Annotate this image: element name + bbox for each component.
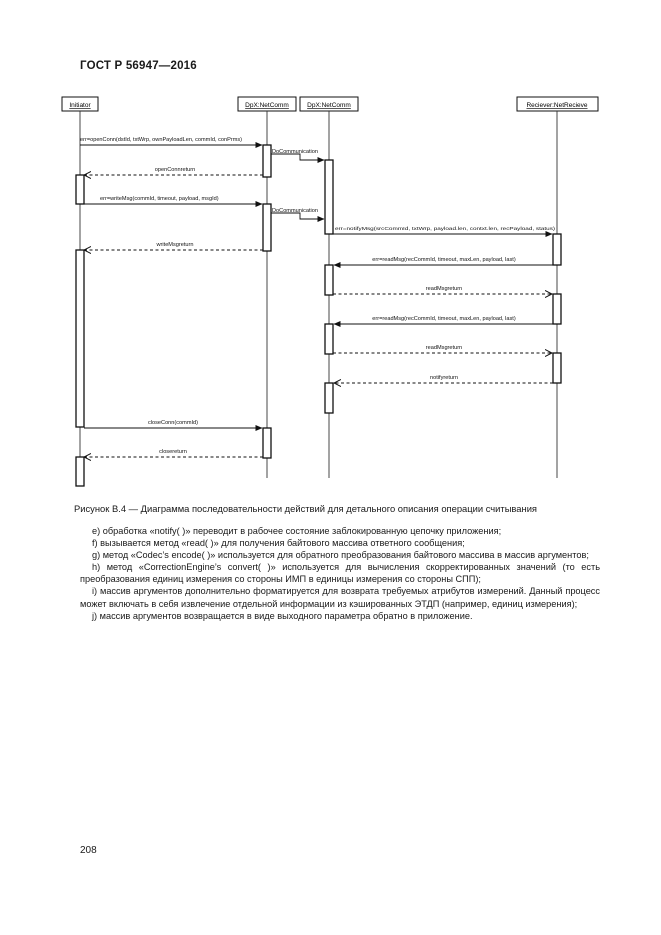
message-read-msg bbox=[334, 257, 553, 265]
message-label: openConnreturn bbox=[154, 167, 196, 173]
figure-caption: Рисунок В.4 — Диаграмма последовательности действий для детального описания операции считывания bbox=[74, 503, 538, 514]
paragraph-h: h) метод «CorrectionEngine’s convert( )» используется для вычисления скорректированных значений (то есть преобразования единиц измерения со стороны ИМП в единицы измерения со стороны СПП); bbox=[80, 562, 600, 585]
message-close-return bbox=[84, 449, 263, 457]
message-read-msg-return-2 bbox=[333, 345, 552, 353]
message-label: err=readMsg(recCommId, timeout, maxLen, payload, last) bbox=[372, 316, 516, 322]
lifeline-label: Reciever:NetRecieve bbox=[526, 102, 588, 109]
message-read-msg-2 bbox=[334, 316, 553, 324]
page-number: 208 bbox=[80, 845, 97, 856]
body-text bbox=[80, 525, 600, 622]
paragraph-j: j) массив аргументов возвращается в виде выходного параметра обратно в приложение. bbox=[92, 610, 473, 621]
message-open-conn bbox=[80, 137, 262, 145]
message-label: err=readMsg(recCommId, timeout, maxLen, payload, last) bbox=[372, 257, 516, 263]
message-close-conn bbox=[84, 420, 262, 428]
message-label: closeConn(commId) bbox=[147, 420, 199, 426]
message-open-conn-return bbox=[84, 167, 263, 175]
message-write-msg-return bbox=[84, 242, 263, 250]
message-label: readMsgreturn bbox=[425, 345, 463, 351]
message-do-communication-2 bbox=[271, 208, 324, 219]
message-label: notifyreturn bbox=[430, 375, 458, 381]
paragraph-i: i) массив аргументов дополнительно форматируется для возврата требуемых атрибутов измерений. Данный процесс может включать в себя извлечение отдельной информации из кэшированных ЭТДП (например, единиц измерения); bbox=[80, 586, 600, 609]
message-write-msg bbox=[84, 196, 262, 204]
lifeline-label: DpX:NetComm bbox=[245, 102, 289, 109]
message-label: writeMsgreturn bbox=[156, 242, 194, 248]
paragraph-g: g) метод «Codec’s encode( )» используется для обратного преобразования байтового массива в массив аргументов; bbox=[92, 550, 589, 561]
message-label: err=notifyMsg(srcCommId, txtWrp, payload.len, contxt.len, recPayload, status) bbox=[335, 227, 505, 232]
message-label: DoCommunication bbox=[272, 208, 319, 214]
message-label: readMsgreturn bbox=[425, 286, 463, 292]
lifeline-label: DpX:NetComm bbox=[307, 102, 351, 109]
message-read-msg-return bbox=[333, 286, 552, 294]
paragraph-e: e) обработка «notify( )» переводит в рабочее состояние заблокированную цепочку приложения; bbox=[92, 526, 502, 536]
message-label: closereturn bbox=[159, 449, 187, 455]
message-notify-msg bbox=[333, 226, 555, 234]
message-notify-return bbox=[334, 375, 553, 383]
message-label: err=openConn(dstId, txtWrp, ownPayloadLen, commId, conPrms) bbox=[80, 137, 243, 143]
document-header: ГОСТ Р 56947—2016 bbox=[80, 60, 197, 72]
paragraph-f: f) вызывается метод «read( )» для получения байтового массива ответного сообщения; bbox=[92, 538, 465, 549]
lifeline-reciever bbox=[517, 97, 598, 478]
message-label: err=writeMsg(commId, timeout, payload, msgId) bbox=[100, 196, 219, 202]
lifeline-label: Initiator bbox=[69, 102, 91, 109]
message-label: DoCommunication bbox=[272, 149, 319, 155]
message-do-communication bbox=[271, 149, 324, 160]
